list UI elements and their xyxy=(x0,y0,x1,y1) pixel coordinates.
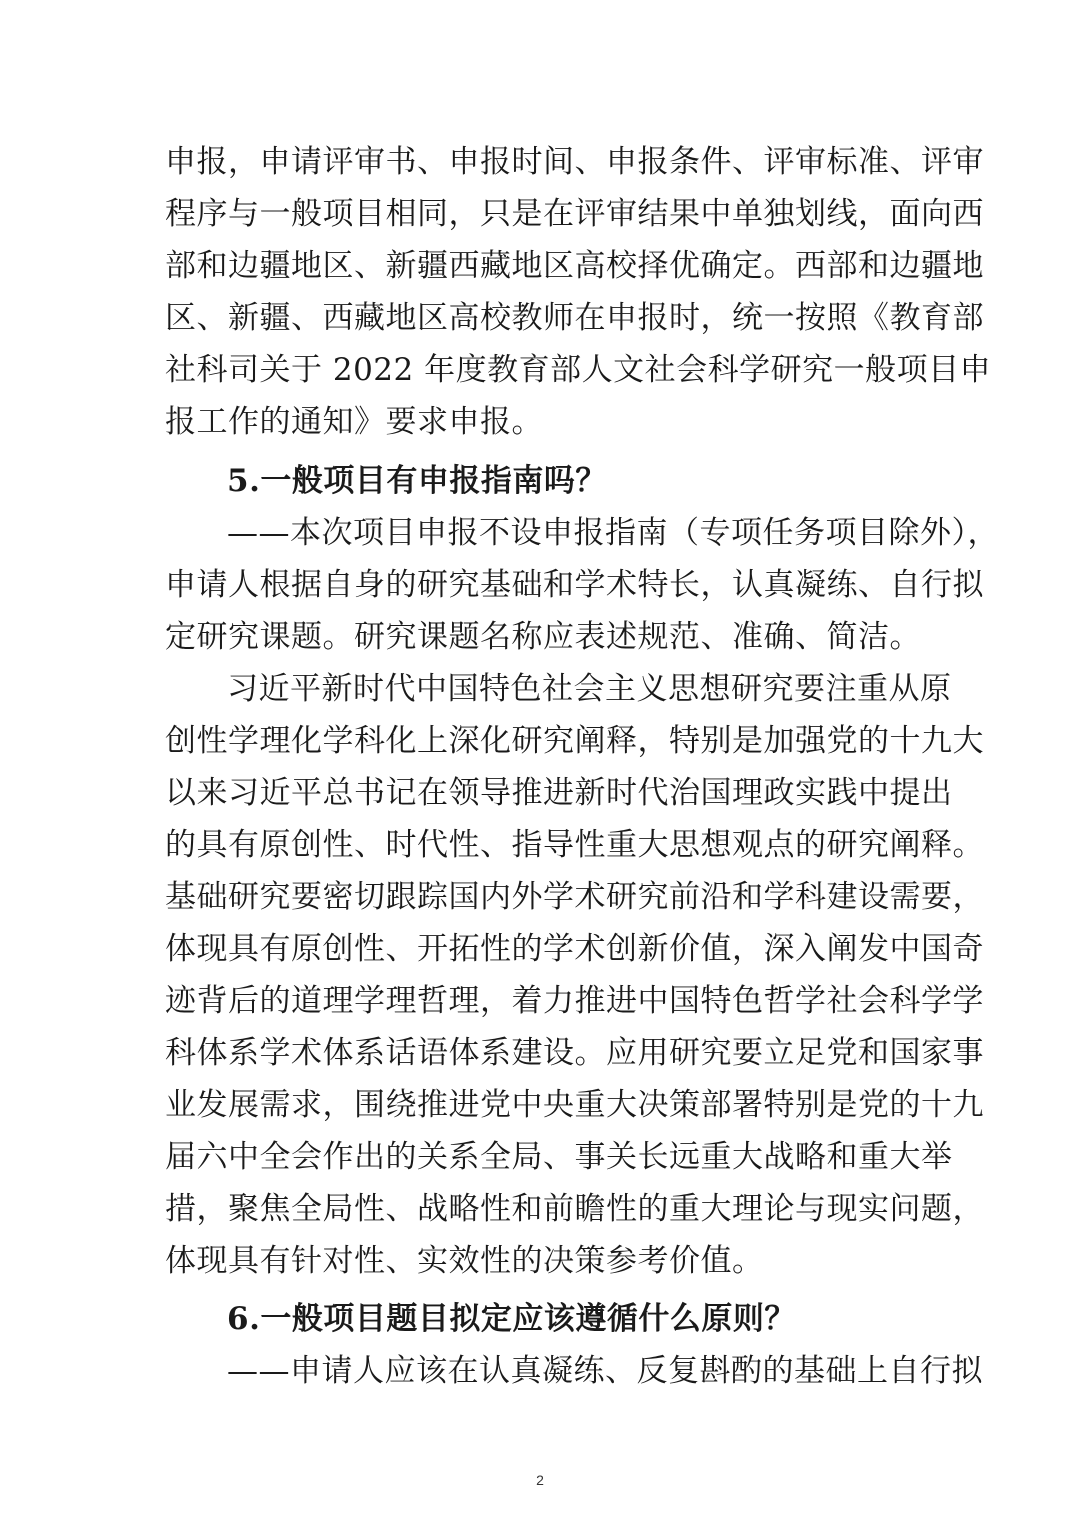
text-line: 报工作的通知》要求申报。 xyxy=(165,404,543,440)
text-line: ——申请人应该在认真凝练、反复斟酌的基础上自行拟 xyxy=(227,1353,983,1389)
text-line: 的具有原创性、时代性、指导性重大思想观点的研究阐释。 xyxy=(165,827,984,863)
text-line: 体现具有原创性、开拓性的学术创新价值，深入阐发中国奇 xyxy=(165,931,984,967)
text-line: 基础研究要密切跟踪国内外学术研究前沿和学科建设需要， xyxy=(165,879,984,915)
text-line: 定研究课题。研究课题名称应表述规范、准确、简洁。 xyxy=(165,619,921,655)
section-heading-6: 6.一般项目题目拟定应该遵循什么原则？ xyxy=(227,1301,796,1337)
text-line: 届六中全会作出的关系全局、事关长远重大战略和重大举 xyxy=(165,1139,953,1175)
text-line: 科体系学术体系话语体系建设。应用研究要立足党和国家事 xyxy=(165,1035,984,1071)
page-number: 2 xyxy=(536,1472,544,1488)
text-line: 部和边疆地区、新疆西藏地区高校择优确定。西部和边疆地 xyxy=(165,248,984,284)
section-heading-5: 5.一般项目有申报指南吗？ xyxy=(227,463,607,499)
text-line: 社科司关于 2022 年度教育部人文社会科学研究一般项目申 xyxy=(165,352,992,388)
text-line: 区、新疆、西藏地区高校教师在申报时，统一按照《教育部 xyxy=(165,300,984,336)
text-line: 业发展需求，围绕推进党中央重大决策部署特别是党的十九 xyxy=(165,1087,984,1123)
text-line: 申请人根据自身的研究基础和学术特长，认真凝练、自行拟 xyxy=(165,567,984,603)
text-line: 迹背后的道理学理哲理，着力推进中国特色哲学社会科学学 xyxy=(165,983,984,1019)
text-line: 体现具有针对性、实效性的决策参考价值。 xyxy=(165,1243,764,1279)
text-line: ——本次项目申报不设申报指南（专项任务项目除外）， xyxy=(227,515,999,551)
text-line: 以来习近平总书记在领导推进新时代治国理政实践中提出 xyxy=(165,775,953,811)
text-line: 习近平新时代中国特色社会主义思想研究要注重从原 xyxy=(227,671,952,707)
text-line: 申报，申请评审书、申报时间、申报条件、评审标准、评审 xyxy=(165,144,984,180)
text-line: 创性学理化学科化上深化研究阐释，特别是加强党的十九大 xyxy=(165,723,984,759)
text-line: 措，聚焦全局性、战略性和前瞻性的重大理论与现实问题， xyxy=(165,1191,984,1227)
text-line: 程序与一般项目相同，只是在评审结果中单独划线，面向西 xyxy=(165,196,984,232)
